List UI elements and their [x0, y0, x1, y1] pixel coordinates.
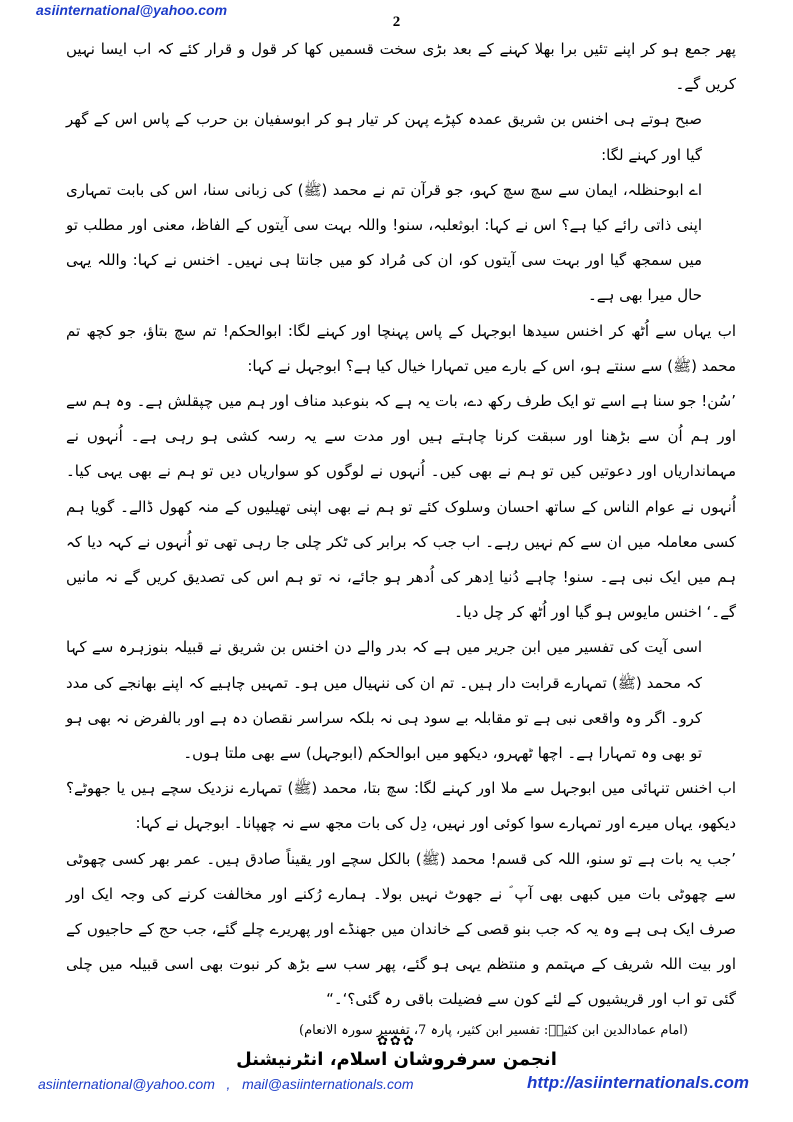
paragraph-abu-jahl-reply: ’سُن! جو سنا ہے اسے تو ایک طرف رکھ دے، بات یہ ہے کہ بنوعبد مناف اور ہم میں چپقلش ہے۔ وہ ہم سے اور ہم اُن سے بڑھنا اور سبقت کرنا چاہتے ہیں اور مدت سے یہ رسہ کشی ہو رہی ہے۔ اُنہوں نے مہمانداریاں اور دعوتیں کیں تو ہم نے بھی کیں۔ اُنہوں نے لوگوں کو سواریاں دیں تو ہم نے بھی یہی کیا۔ اُنہوں نے عوام الناس کے ساتھ احسان وسلوک کئے تو ہم نے بھی اپنی تھیلیوں کے منہ کھول ڈالے۔ گویا ہم کسی معاملہ میں ان سے کم نہیں رہے۔ اب جب کہ برابر کی ٹکر چلی جا رہی تھی تو اُنہوں نے کہہ دیا کہ ہم میں ایک نبی ہے۔ سنو! چاہے دُنیا اِدھر کی اُدھر ہو جائے، نہ تو ہم اس کی تصدیق کریں گے نہ مانیں گے۔‘ اخنس مایوس ہو گیا اور اُٹھ کر چل دیا۔: [66, 392, 736, 622]
header-email-link[interactable]: asiinternational@yahoo.com: [36, 2, 228, 18]
paragraph-abu-sufyan-dialogue: اے ابوحنظلہ، ایمان سے سچ سچ کہو، جو قرآن تم نے محمد (ﷺ) کی زبانی سنا، اس کی بابت تمہاری اپنی ذاتی رائے کیا ہے؟ اس نے کہا: ابوثعلبہ، سنو! واللہ بہت سی آیتوں کے الفاظ، معنی اور مطلب تو میں سمجھ گیا اور بہت سی آیتوں کو، ان کی مُراد کو میں جانتا ہی نہیں۔ اخنس نے کہا: واللہ یہی حال میرا بھی ہے۔: [66, 180, 702, 305]
footer-email-links[interactable]: asiinternational@yahoo.com , mail@asiinternationals.com: [38, 1076, 414, 1092]
paragraph-private-meeting: اب اخنس تنہائی میں ابوجہل سے ملا اور کہنے لگا: سچ بتا، محمد (ﷺ) تمہارے نزدیک سچے ہیں یا جھوٹے؟ دیکھو، یہاں میرے اور تمہارے سوا کوئی اور نہیں، دِل کی بات مجھ سے نہ چھپانا۔ ابوجہل نے کہا:: [66, 779, 736, 833]
paragraph-akhnas-visit: صبح ہوتے ہی اخنس بن شریق عمدہ کپڑے پہن کر تیار ہو کر ابوسفیان بن حرب کے پاس اس کے گھر گیا اور کہنے لگا:: [66, 110, 702, 164]
paragraph-confession: ’جب یہ بات ہے تو سنو، اللہ کی قسم! محمد (ﷺ) بالکل سچے اور یقیناً صادق ہیں۔ عمر بھر کسی چھوٹی سے چھوٹی بات میں کبھی بھی آپ ؐ نے جھوٹ نہیں بولا۔ ہمارے رُکنے اور مخالفت کرنے کی وجہ ایک اور صرف ایک ہی ہے وہ یہ کہ جب بنو قصی کے خاندان میں جھنڈے اور پھریرے چلے گئے، جب حج کے حاجیوں کے اور بیت اللہ شریف کے مہتمم و منتظم یہی ہو گئے، پھر سب سے بڑھ کر نبوت بھی اسی قبیلہ میں چلی گئی تو اب اور قریشیوں کے لئے کون سے فضیلت باقی رہ گئی؟‘۔“: [66, 849, 736, 1009]
citation: (امام عمادالدین ابن کثیرؒ: تفسیر ابن کثیر، پارہ 7، تفسیر سورہ الانعام): [299, 1022, 688, 1038]
paragraph-abu-jahl-question: اب یہاں سے اُٹھ کر اخنس سیدھا ابوجہل کے پاس پہنچا اور کہنے لگا: ابوالحکم! تم سچ بتاؤ، جو کچھ تم محمد (ﷺ) سے سنتے ہو، اس کے بارے میں تمہارا خیال کیا ہے؟ ابوجہل نے کہا:: [66, 321, 736, 375]
paragraph-ibn-jarir: اسی آیت کی تفسیر میں ابن جریر میں ہے کہ بدر والے دن اخنس بن شریق نے قبیلہ بنوزہرہ سے کہا کہ محمد (ﷺ) تمہارے قرابت دار ہیں۔ تم ان کی ننہیال میں ہو۔ تمہیں چاہیے کہ اپنے بھانجے کی مدد کرو۔ اگر وہ واقعی نبی ہے تو مقابلہ بے سود ہی نہ بلکہ سراسر نقصان دہ ہے اور بالفرض نہ بھی ہو تو بھی وہ تمہارا ہے۔ اچھا ٹھہرو، دیکھو میں ابوالحکم (ابوجہل) سے بھی ملتا ہوں۔: [66, 638, 702, 763]
paragraph-oath: پھر جمع ہو کر اپنے تئیں برا بھلا کہنے کے بعد بڑی سخت قسمیں کھا کر قول و قرار کئے کہ اب ایسا نہیں کریں گے۔: [66, 40, 736, 94]
page-number: 2: [392, 14, 401, 30]
article-body: [66, 32, 736, 1042]
organization-name: انجمن سرفروشان اسلام، انٹرنیشنل: [236, 1049, 557, 1070]
ornament-divider: ✿✿✿: [377, 1034, 416, 1049]
footer-website-link[interactable]: http://asiinternationals.com: [527, 1073, 749, 1092]
